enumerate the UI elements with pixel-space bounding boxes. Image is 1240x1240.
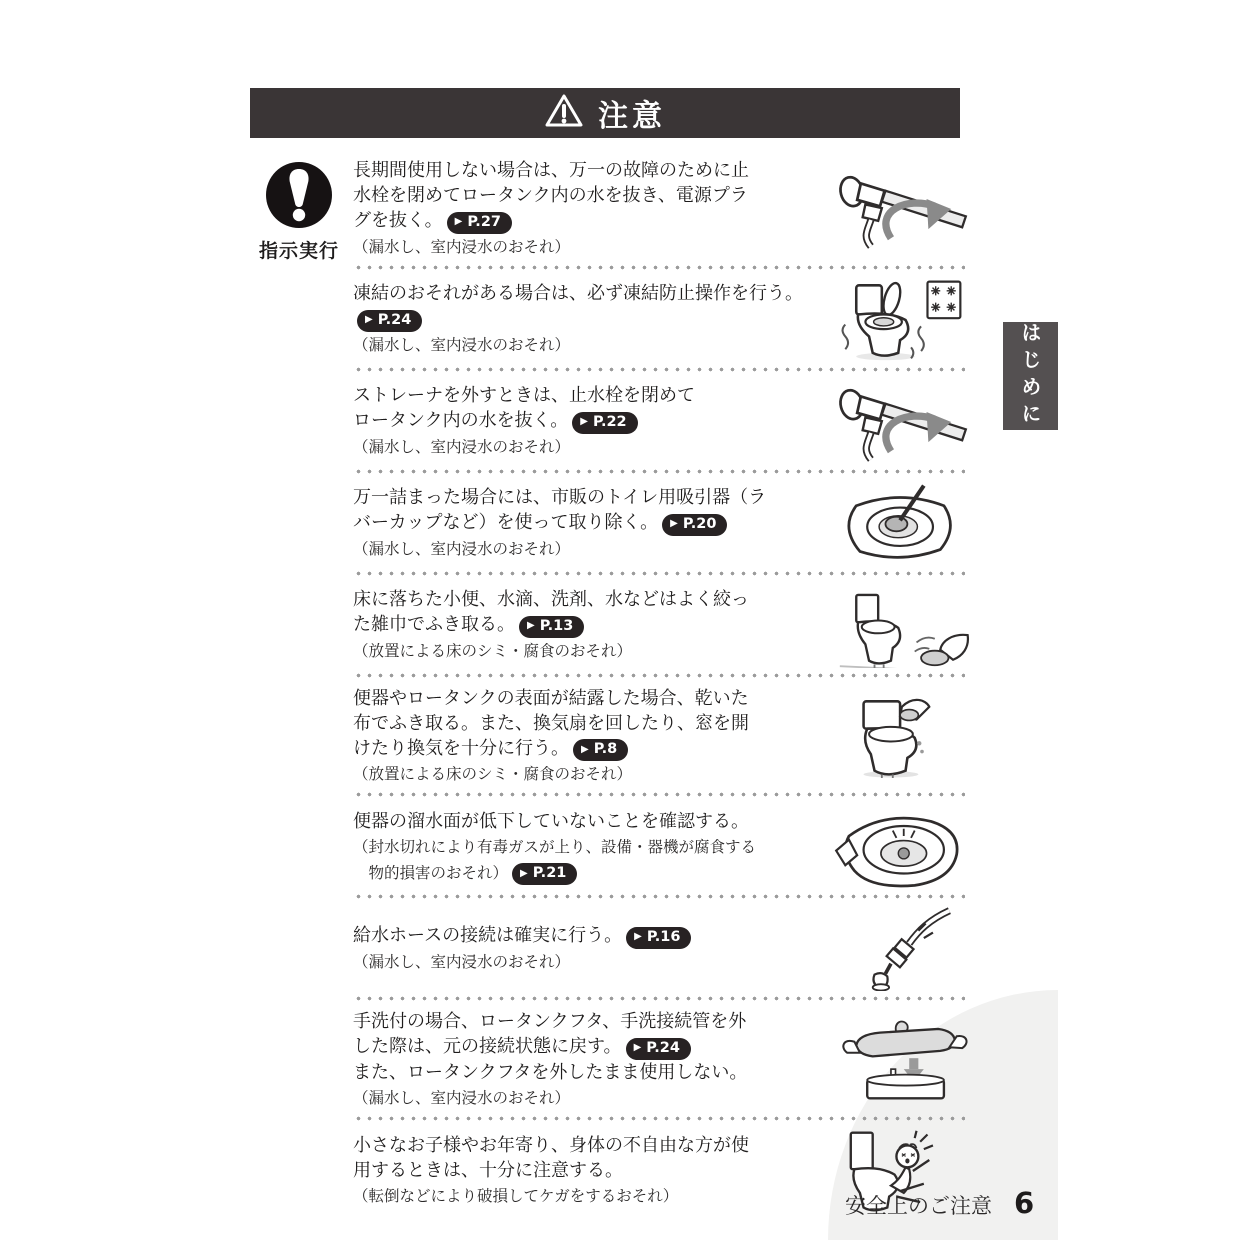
caution-text: ストレーナを外すときは、止水栓を閉めて [353,385,695,407]
caution-text: た雑巾でふき取る。 [353,614,515,636]
page-ref-label: P.13 [539,617,574,634]
play-triangle-icon: ▶ [670,518,678,530]
page-ref-badge [357,310,422,332]
play-triangle-icon: ▶ [581,743,589,755]
page-ref-badge [626,927,691,949]
supply-hose-illustration [831,907,971,991]
caution-note: （転倒などにより破損してケガをするおそれ） [353,1186,679,1205]
frozen-toilet-illustration [831,278,971,362]
caution-note: （封水切れにより有毒ガスが上り、設備・器機が腐食する [353,837,757,856]
caution-note: （放置による床のシミ・腐食のおそれ） [353,641,633,660]
page-ref-label: P.21 [532,865,567,881]
page-ref-label: P.27 [467,213,501,230]
footer-section-title: 安全上のご注意 [845,1194,992,1218]
caution-banner [250,88,960,138]
caution-text: 給水ホースの接続は確実に行う。 [353,925,623,947]
caution-note: （漏水し、室内浸水のおそれ） [353,539,571,558]
play-triangle-icon: ▶ [633,1042,642,1053]
caution-note: （漏水し、室内浸水のおそれ） [353,335,571,354]
caution-text: 用するときは、十分に注意する。 [353,1159,623,1181]
caution-text: 便器やロータンクの表面が結露した場合、乾いた [353,687,749,709]
caution-text: また、ロータンクフタを外したまま使用しない。 [353,1061,748,1083]
page-ref-badge [573,739,628,761]
caution-note: 物的損害のおそれ） [353,863,509,882]
caution-item [353,270,965,372]
caution-note: （漏水し、室内浸水のおそれ） [353,437,571,456]
caution-item [353,1001,965,1121]
page-ref-badge [447,212,512,234]
warning-triangle-icon [544,93,584,133]
caution-text-block [353,923,831,975]
page-ref-badge [626,1038,691,1060]
caution-text: 手洗付の場合、ロータンクフタ、手洗接続管を外 [353,1011,747,1032]
caution-text-block [353,686,831,788]
caution-item [353,797,965,899]
caution-text-block [353,809,831,886]
caution-text: 凍結のおそれがある場合は、必ず凍結防止操作を行う。 [353,283,803,305]
caution-text-block [353,1133,831,1209]
caution-list [353,150,965,1223]
caution-title: 注意 [598,99,666,134]
section-tab-hajimeni [1003,322,1058,430]
caution-item [353,372,965,474]
stop-valve-illustration [831,167,971,251]
page-ref-badge [519,616,584,638]
caution-item [353,678,965,798]
caution-item [353,150,965,270]
mandatory-action-icon [264,215,334,234]
caution-note: （放置による床のシミ・腐食のおそれ） [353,765,633,783]
section-tab-label: はじめに [1018,322,1042,430]
play-triangle-icon: ▶ [454,216,463,227]
caution-note: （漏水し、室内浸水のおそれ） [353,1088,571,1107]
water-surface-illustration [831,805,971,889]
caution-text: バーカップなど）を使って取り除く。 [353,512,659,534]
caution-text: した際は、元の接続状態に戻す。 [353,1036,622,1057]
caution-text-block [353,485,831,562]
caution-text: 小さなお子様やお年寄り、身体の不自由な方が使 [353,1134,749,1156]
play-triangle-icon: ▶ [365,314,373,326]
mandatory-action-sign [258,160,340,263]
wipe-tank-illustration [831,694,971,778]
caution-text-block [353,383,831,460]
caution-note: （漏水し、室内浸水のおそれ） [353,237,571,256]
page-ref-label: P.16 [646,928,681,945]
page-ref-badge [512,863,577,885]
caution-text: 万一詰まった場合には、市販のトイレ用吸引器（ラ [353,487,767,509]
page-ref-label: P.20 [682,515,717,532]
caution-item [353,576,965,678]
play-triangle-icon: ▶ [580,416,588,428]
caution-text: グを抜く。 [353,210,443,231]
caution-text: 長期間使用しない場合は、万一の故障のために止 [353,160,749,181]
page-ref-badge [662,514,727,536]
tank-lid-illustration [831,1018,971,1102]
caution-text: けたり換気を十分に行う。 [353,737,569,759]
page-ref-badge [572,412,637,434]
page-footer [845,1186,1034,1220]
caution-item [353,899,965,1001]
caution-note: （漏水し、室内浸水のおそれ） [353,952,571,971]
page-ref-label: P.24 [646,1039,680,1056]
page-number: 6 [1014,1186,1035,1220]
caution-text: 床に落ちた小便、水滴、洗剤、水などはよく絞っ [353,589,749,611]
play-triangle-icon: ▶ [634,931,642,943]
page-ref-label: P.8 [593,741,618,757]
play-triangle-icon: ▶ [520,867,528,879]
wipe-floor-illustration [831,584,971,668]
caution-text: 布でふき取る。また、換気扇を回したり、窓を開 [353,712,749,734]
caution-text-block [353,281,831,358]
caution-text-block [353,587,831,664]
mandatory-action-label: 指示実行 [258,240,339,262]
caution-text-block [353,1009,831,1111]
stop-valve-illustration [831,380,971,464]
caution-item [353,474,965,576]
page-ref-label: P.24 [377,311,412,328]
page-ref-label: P.22 [592,413,627,430]
caution-text: ロータンク内の水を抜く。 [353,410,569,432]
caution-text: 水栓を閉めてロータンク内の水を抜き、電源プラ [353,185,748,206]
caution-text-block [353,158,831,260]
caution-text: 便器の溜水面が低下していないことを確認する。 [353,810,749,832]
plunger-illustration [831,482,971,566]
play-triangle-icon: ▶ [527,620,535,632]
